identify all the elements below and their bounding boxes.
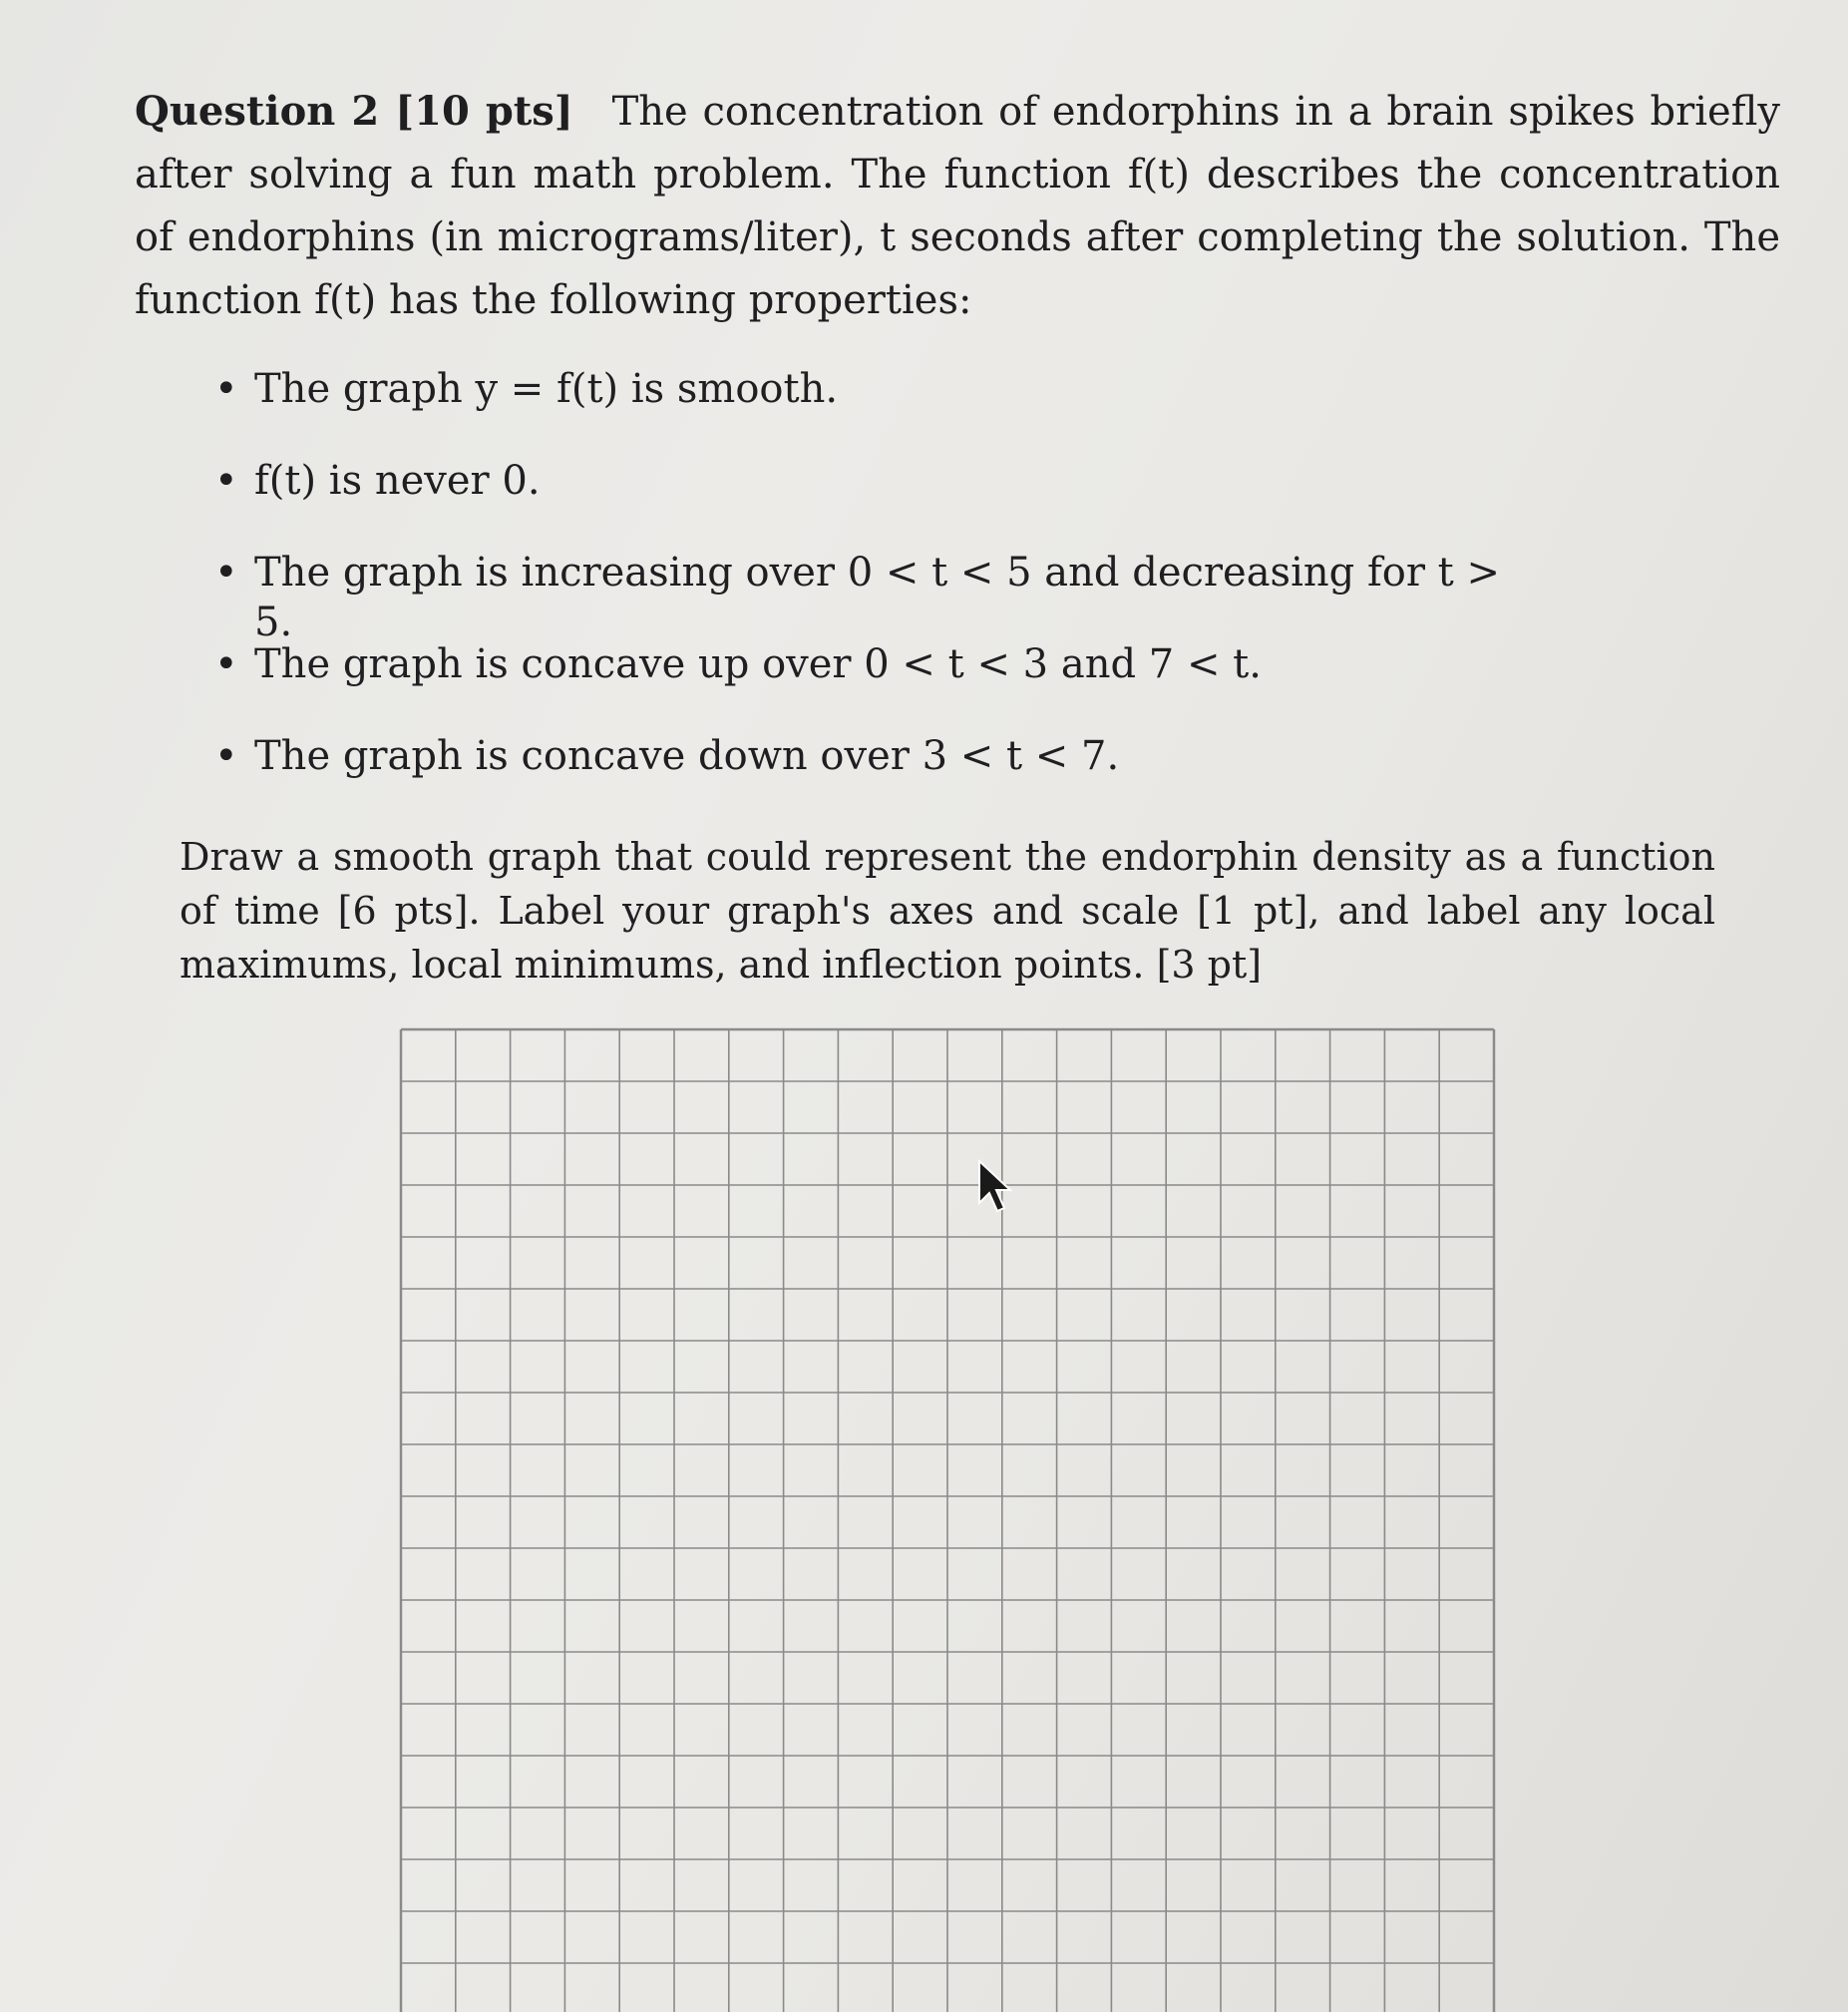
bullet-icon: •	[214, 366, 238, 412]
list-item	[214, 548, 1511, 645]
property-text: f(t) is never 0.	[254, 458, 541, 504]
properties-list	[214, 364, 1511, 823]
graph-paper-grid[interactable]	[399, 1027, 1496, 2012]
bullet-icon: •	[214, 550, 238, 596]
list-item	[214, 731, 1511, 823]
grid-svg[interactable]	[399, 1027, 1496, 2012]
property-text: The graph is increasing over 0 < t < 5 and decreasing for t > 5.	[254, 550, 1500, 645]
list-item	[214, 639, 1511, 731]
list-item	[214, 364, 1511, 456]
question-paragraph	[135, 80, 1780, 332]
bullet-icon: •	[214, 733, 238, 779]
question-heading: Question 2 [10 pts]	[135, 88, 573, 135]
property-text: The graph is concave down over 3 < t < 7.	[254, 733, 1120, 779]
bullet-icon: •	[214, 458, 238, 504]
question-intro: The concentration of endorphins in a brain spikes briefly after solving a fun math problem. The function f(t) describes the concentration of endorphins (in micrograms/liter), t seconds after completing the solution. The function f(t) has the following properties:	[135, 89, 1781, 323]
property-text: The graph is concave up over 0 < t < 3 and 7 < t.	[254, 641, 1262, 687]
mouse-pointer-icon	[977, 1159, 1017, 1219]
bullet-icon: •	[214, 641, 238, 687]
drawing-instructions: Draw a smooth graph that could represent the endorphin density as a function of time [6 pts]. Label your graph's axes and scale [1 pt], and label any local maximums, local minimums, and inflection points. [3 pt]	[180, 835, 1715, 987]
property-text: The graph y = f(t) is smooth.	[254, 366, 839, 412]
list-item	[214, 456, 1511, 548]
